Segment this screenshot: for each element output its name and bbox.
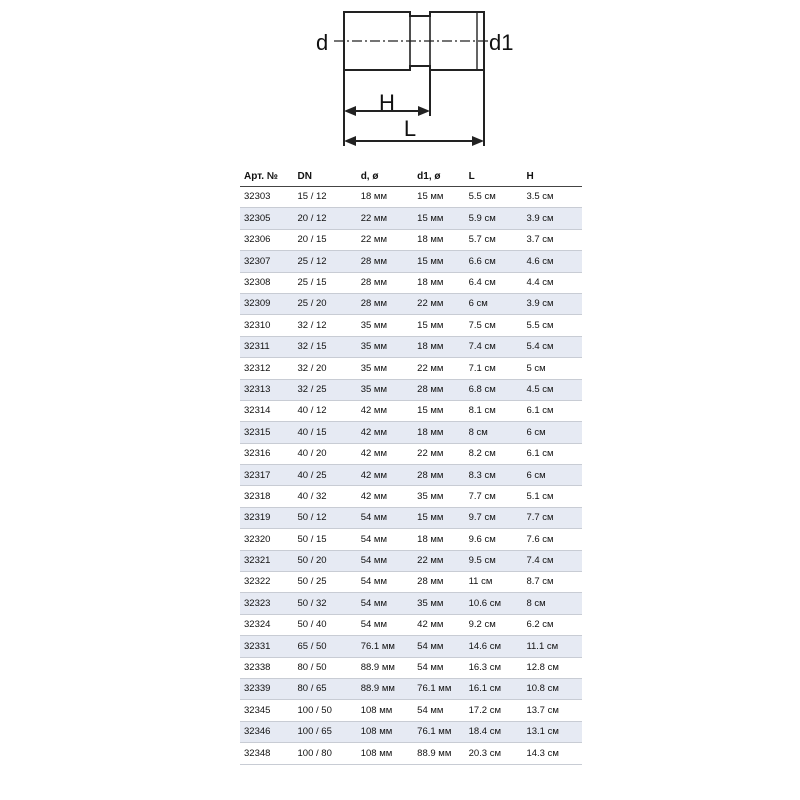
cell-d: 18 мм [357,187,413,208]
cell-d: 42 мм [357,422,413,443]
cell-article: 32323 [240,593,294,614]
table-row [240,465,582,486]
cell-l: 20.3 см [465,743,523,764]
table-body [240,187,582,765]
cell-l: 14.6 см [465,636,523,657]
cell-d: 54 мм [357,593,413,614]
cell-d: 54 мм [357,614,413,635]
cell-d: 42 мм [357,465,413,486]
table-row [240,593,582,614]
cell-d1: 15 мм [413,251,464,272]
cell-h: 11.1 см [522,636,582,657]
cell-l: 7.7 см [465,486,523,507]
cell-h: 5 см [522,358,582,379]
cell-l: 7.4 см [465,336,523,357]
cell-dn: 40 / 32 [294,486,357,507]
cell-article: 32322 [240,572,294,593]
cell-dn: 80 / 65 [294,678,357,699]
cell-dn: 20 / 12 [294,208,357,229]
cell-article: 32313 [240,379,294,400]
cell-dn: 40 / 15 [294,422,357,443]
cell-dn: 15 / 12 [294,187,357,208]
cell-dn: 65 / 50 [294,636,357,657]
table-row [240,187,582,208]
cell-dn: 50 / 20 [294,550,357,571]
cell-h: 13.1 см [522,721,582,742]
cell-d: 28 мм [357,251,413,272]
cell-l: 18.4 см [465,721,523,742]
cell-dn: 32 / 20 [294,358,357,379]
cell-dn: 32 / 15 [294,336,357,357]
cell-h: 8 см [522,593,582,614]
table-row [240,636,582,657]
cell-dn: 50 / 25 [294,572,357,593]
cell-d1: 22 мм [413,358,464,379]
table-row [240,486,582,507]
cell-article: 32320 [240,529,294,550]
cell-article: 32314 [240,400,294,421]
cell-dn: 100 / 50 [294,700,357,721]
cell-dn: 50 / 12 [294,507,357,528]
cell-l: 8.1 см [465,400,523,421]
cell-dn: 32 / 12 [294,315,357,336]
cell-l: 7.5 см [465,315,523,336]
cell-d: 28 мм [357,293,413,314]
cell-d1: 18 мм [413,336,464,357]
table-row [240,315,582,336]
cell-d: 54 мм [357,507,413,528]
table-row [240,293,582,314]
table-row [240,422,582,443]
cell-d: 22 мм [357,208,413,229]
cell-article: 32318 [240,486,294,507]
cell-l: 6.6 см [465,251,523,272]
cell-d: 35 мм [357,336,413,357]
cell-d: 108 мм [357,700,413,721]
cell-h: 6.2 см [522,614,582,635]
cell-dn: 40 / 20 [294,443,357,464]
cell-h: 5.4 см [522,336,582,357]
label-d1: d1 [489,30,514,55]
cell-l: 6.8 см [465,379,523,400]
fitting-diagram [0,0,800,165]
col-header-dn: DN [294,168,357,187]
cell-h: 3.7 см [522,229,582,250]
cell-article: 32324 [240,614,294,635]
table-row [240,251,582,272]
cell-article: 32316 [240,443,294,464]
cell-h: 7.6 см [522,529,582,550]
cell-l: 9.5 см [465,550,523,571]
cell-l: 9.2 см [465,614,523,635]
cell-d1: 22 мм [413,550,464,571]
cell-d: 54 мм [357,550,413,571]
cell-l: 8.3 см [465,465,523,486]
cell-article: 32346 [240,721,294,742]
col-header-d: d, ø [357,168,413,187]
table-row [240,336,582,357]
cell-d: 35 мм [357,379,413,400]
cell-d: 42 мм [357,400,413,421]
cell-article: 32321 [240,550,294,571]
cell-h: 4.4 см [522,272,582,293]
cell-article: 32303 [240,187,294,208]
cell-h: 8.7 см [522,572,582,593]
cell-d1: 22 мм [413,443,464,464]
cell-d1: 88.9 мм [413,743,464,764]
cell-d1: 15 мм [413,208,464,229]
cell-dn: 32 / 25 [294,379,357,400]
label-h: H [379,90,395,115]
table-row [240,400,582,421]
cell-article: 32305 [240,208,294,229]
cell-article: 32319 [240,507,294,528]
cell-dn: 100 / 65 [294,721,357,742]
cell-d1: 28 мм [413,465,464,486]
cell-article: 32307 [240,251,294,272]
cell-l: 7.1 см [465,358,523,379]
cell-h: 3.9 см [522,208,582,229]
cell-l: 11 см [465,572,523,593]
cell-d1: 15 мм [413,315,464,336]
cell-h: 14.3 см [522,743,582,764]
table-row [240,507,582,528]
cell-d: 108 мм [357,743,413,764]
cell-d: 42 мм [357,443,413,464]
cell-d1: 18 мм [413,529,464,550]
cell-d: 54 мм [357,572,413,593]
table-row [240,529,582,550]
label-d: d [316,30,329,55]
arrow-icon [344,136,356,146]
cell-h: 5.1 см [522,486,582,507]
cell-d1: 22 мм [413,293,464,314]
label-l: L [403,116,417,141]
table-row [240,208,582,229]
cell-dn: 50 / 32 [294,593,357,614]
table-row [240,614,582,635]
cell-d: 35 мм [357,315,413,336]
table-row [240,657,582,678]
cell-d: 108 мм [357,721,413,742]
cell-h: 5.5 см [522,315,582,336]
cell-l: 5.7 см [465,229,523,250]
cell-l: 6 см [465,293,523,314]
cell-d: 54 мм [357,529,413,550]
cell-article: 32306 [240,229,294,250]
cell-dn: 25 / 20 [294,293,357,314]
cell-l: 5.5 см [465,187,523,208]
cell-d1: 54 мм [413,700,464,721]
cell-d1: 35 мм [413,593,464,614]
col-header-h: H [522,168,582,187]
cell-h: 6 см [522,465,582,486]
cell-dn: 40 / 12 [294,400,357,421]
cell-h: 7.4 см [522,550,582,571]
cell-h: 3.5 см [522,187,582,208]
cell-l: 5.9 см [465,208,523,229]
table-row [240,443,582,464]
cell-dn: 100 / 80 [294,743,357,764]
cell-l: 17.2 см [465,700,523,721]
cell-article: 32331 [240,636,294,657]
cell-d1: 54 мм [413,636,464,657]
cell-d: 88.9 мм [357,678,413,699]
cell-l: 8 см [465,422,523,443]
cell-l: 9.6 см [465,529,523,550]
table-row [240,572,582,593]
spec-table [240,168,582,765]
cell-h: 13.7 см [522,700,582,721]
cell-l: 10.6 см [465,593,523,614]
cell-h: 6.1 см [522,400,582,421]
table-row [240,743,582,764]
cell-d: 28 мм [357,272,413,293]
cell-dn: 20 / 15 [294,229,357,250]
cell-d1: 76.1 мм [413,721,464,742]
cell-d1: 18 мм [413,422,464,443]
cell-article: 32317 [240,465,294,486]
arrow-icon [344,106,356,116]
cell-d: 35 мм [357,358,413,379]
cell-d1: 54 мм [413,657,464,678]
table-row [240,379,582,400]
cell-l: 9.7 см [465,507,523,528]
cell-h: 3.9 см [522,293,582,314]
cell-article: 32310 [240,315,294,336]
col-header-article: Арт. № [240,168,294,187]
cell-dn: 80 / 50 [294,657,357,678]
arrow-icon [472,136,484,146]
cell-l: 8.2 см [465,443,523,464]
cell-article: 32308 [240,272,294,293]
arrow-icon [418,106,430,116]
cell-article: 32311 [240,336,294,357]
cell-d: 42 мм [357,486,413,507]
cell-d: 22 мм [357,229,413,250]
cell-h: 6.1 см [522,443,582,464]
table-header-row [240,168,582,187]
table-row [240,550,582,571]
col-header-l: L [465,168,523,187]
cell-d: 88.9 мм [357,657,413,678]
table-row [240,358,582,379]
cell-d1: 18 мм [413,229,464,250]
cell-dn: 25 / 12 [294,251,357,272]
col-header-d1: d1, ø [413,168,464,187]
cell-dn: 40 / 25 [294,465,357,486]
cell-article: 32309 [240,293,294,314]
cell-d: 76.1 мм [357,636,413,657]
cell-h: 4.5 см [522,379,582,400]
cell-d1: 15 мм [413,507,464,528]
cell-l: 16.1 см [465,678,523,699]
cell-l: 16.3 см [465,657,523,678]
table-row [240,678,582,699]
cell-dn: 25 / 15 [294,272,357,293]
cell-h: 6 см [522,422,582,443]
cell-d1: 35 мм [413,486,464,507]
cell-h: 7.7 см [522,507,582,528]
table-row [240,229,582,250]
cell-d1: 18 мм [413,272,464,293]
cell-h: 4.6 см [522,251,582,272]
cell-d1: 76.1 мм [413,678,464,699]
cell-d1: 15 мм [413,187,464,208]
cell-article: 32345 [240,700,294,721]
cell-d1: 28 мм [413,379,464,400]
cell-d1: 42 мм [413,614,464,635]
cell-article: 32338 [240,657,294,678]
table-row [240,721,582,742]
cell-dn: 50 / 15 [294,529,357,550]
cell-dn: 50 / 40 [294,614,357,635]
cell-d1: 15 мм [413,400,464,421]
cell-d1: 28 мм [413,572,464,593]
cell-article: 32339 [240,678,294,699]
cell-article: 32348 [240,743,294,764]
table-row [240,700,582,721]
cell-h: 10.8 см [522,678,582,699]
cell-article: 32312 [240,358,294,379]
cell-article: 32315 [240,422,294,443]
cell-h: 12.8 см [522,657,582,678]
table-row [240,272,582,293]
cell-l: 6.4 см [465,272,523,293]
